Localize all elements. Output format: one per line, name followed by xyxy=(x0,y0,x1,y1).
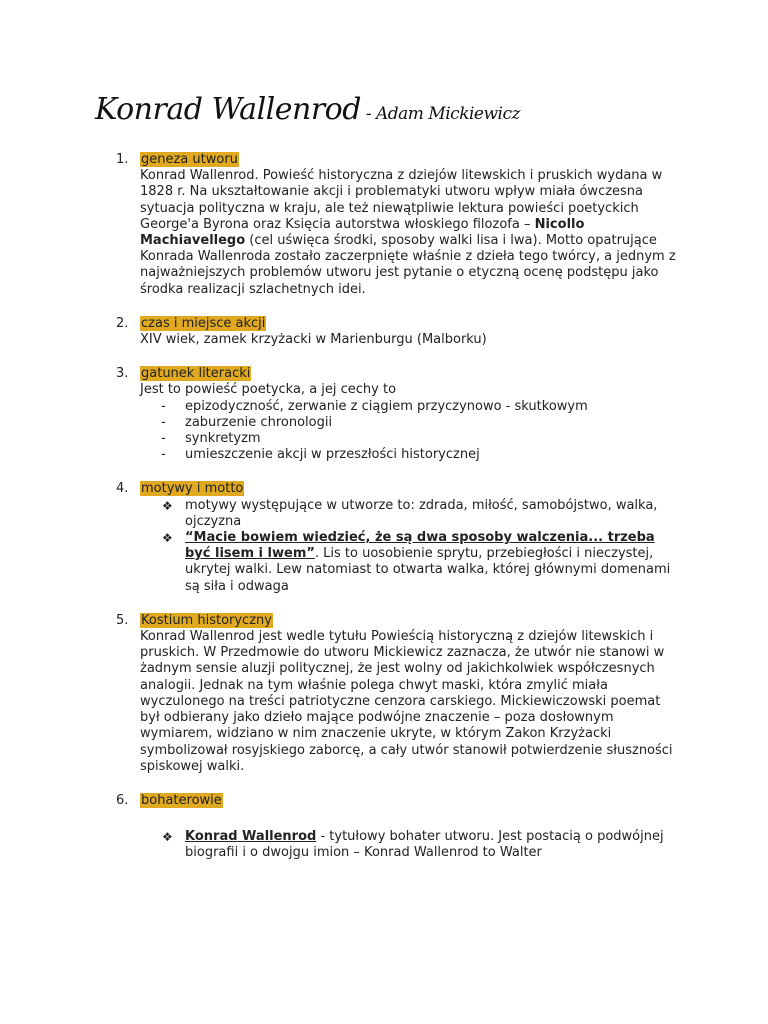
bold-name: Nicollo Machiavellego xyxy=(140,216,585,249)
diamond-bullet-icon: ❖ xyxy=(162,830,173,845)
section-heading: czas i miejsce akcji xyxy=(141,315,266,331)
section-intro: Jest to powieść poetycka, a jej cechy to xyxy=(140,382,397,398)
section-4-motifs xyxy=(0,481,768,594)
section-heading: Kostium historyczny xyxy=(141,612,272,628)
section-heading: gatunek literacki xyxy=(141,366,251,382)
motifs-list xyxy=(140,498,684,595)
list-item: - zaburzenie chronologii xyxy=(185,415,684,431)
section-number: 6. xyxy=(116,792,129,808)
section-heading: bohaterowie xyxy=(141,792,222,808)
list-item: - epizodyczność, zerwanie z ciągiem przyczynowo - skutkowym xyxy=(185,399,684,415)
section-number: 1. xyxy=(116,152,129,167)
diamond-bullet-icon: ❖ xyxy=(162,498,173,513)
section-heading: motywy i motto xyxy=(141,481,244,497)
list-item: - umieszczenie akcji w przeszłości historycznej xyxy=(185,447,684,463)
motto-quote: “Macie bowiem wiedzieć, że są dwa sposoby walczenia... trzeba być lisem i lwem” xyxy=(185,530,655,562)
character-name: Konrad Wallenrod xyxy=(185,829,317,845)
section-number: 4. xyxy=(116,481,129,497)
genre-features-list xyxy=(140,399,684,464)
list-item-text: - tytułowy bohater utworu. Jest postacią o podwójnej biografii i o dwojgu imion – Konrad Wallenrod to Walter xyxy=(185,829,664,861)
list-item xyxy=(162,497,684,530)
list-item-text: . Lis to uosobienie sprytu, przebiegłości i nieczystej, ukrytej walki. Lew natomiast to otwarta walka, której głównymi domenami są siła i odwaga xyxy=(185,546,671,594)
title-author: - Adam Mickiewicz xyxy=(360,104,520,124)
section-paragraph xyxy=(140,168,684,298)
section-1-genesis xyxy=(0,152,768,298)
list-item-text: motywy występujące w utworze to: zdrada, miłość, samobójstwo, walka, ojczyzna xyxy=(185,497,658,529)
section-paragraph: Konrad Wallenrod jest wedle tytułu Powieścią historyczną z dziejów litewskich i pruskich. W Przedmowie do utworu Mickiewicz zaznacza, że utwór nie stanowi w żadnym sensie aluzji politycznej, że jest wolny od jakichkolwiek współczesnych analogii. Jednak na tym właśnie polega chwyt maski, która zmylić miała wyczulonego na treści patriotyczne cenzora carskiego. Mickiewiczowski poemat był odbierany jako dzieło mające podwójne znaczenie – poza dosłownym wymiarem, widziano w nim znaczenie ukryte, w którym Zakon Krzyżacki symbolizował rosyjskiego zaborcę, a cały utwór stanowił potwierdzenie słuszności spiskowej walki. xyxy=(140,629,673,774)
section-number: 2. xyxy=(116,315,129,331)
section-paragraph: XIV wiek, zamek krzyżacki w Marienburgu (Malborku) xyxy=(140,332,487,348)
paragraph-text: (cel uświęca środki, sposoby walki lisa i lwa). Motto opatrujące Konrada Wallenroda zostało zaczerpnięte właśnie z dzieła tego twórcy, a jednym z najważniejszych problemów utworu jest pytanie o etyczną ocenę podstępu jako środka realizacji szlachetnych idei. xyxy=(140,233,676,297)
section-heading: geneza utworu xyxy=(141,152,238,167)
section-6-characters xyxy=(0,793,768,862)
diamond-bullet-icon: ❖ xyxy=(162,531,173,546)
section-3-genre xyxy=(0,366,768,463)
section-number: 5. xyxy=(116,612,129,628)
title-main: Konrad Wallenrod xyxy=(95,92,361,127)
list-item xyxy=(162,530,684,595)
list-item xyxy=(162,829,684,861)
document-body xyxy=(0,152,768,862)
section-5-historical-costume xyxy=(0,613,768,775)
document-title xyxy=(95,92,520,127)
paragraph-text: Konrad Wallenrod. Powieść historyczna z dziejów litewskich i pruskich wydana w 1828 r. Na ukształtowanie akcji i problematyki utworu wpływ miała ówczesna sytuacja polityczna w kraju, ale też niewątpliwie lektura powieści poetyckich George'a Byrona oraz Księcia autorstwa włoskiego filozofa – xyxy=(140,168,663,232)
characters-list xyxy=(140,829,684,861)
list-item: - synkretyzm xyxy=(185,431,684,447)
section-number: 3. xyxy=(116,366,129,382)
section-2-time-place xyxy=(0,316,768,348)
